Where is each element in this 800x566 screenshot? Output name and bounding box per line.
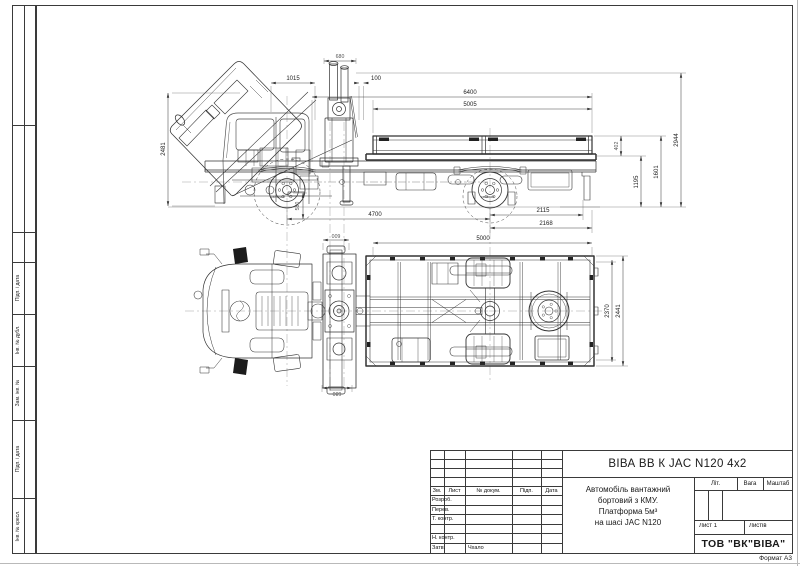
- dim-2944: [674, 73, 681, 207]
- svg-text:680: 680: [335, 54, 345, 60]
- dim-680-bottom: [322, 388, 352, 396]
- projection-lines: [182, 96, 604, 392]
- svg-text:1015: 1015: [286, 76, 300, 82]
- dim-600: [323, 232, 349, 240]
- svg-text:580: 580: [295, 201, 301, 211]
- col-header-sign: Підп.: [520, 487, 533, 494]
- dim-1601: [654, 136, 661, 207]
- svg-text:1601: 1601: [654, 165, 660, 179]
- crane-side: [320, 62, 358, 206]
- row-zatv: Затв.: [432, 545, 446, 551]
- dim-402: [614, 136, 621, 156]
- air-tank-2: [500, 176, 522, 184]
- outrigger-foot-top: [327, 246, 345, 253]
- col-header-list: Лист: [448, 487, 461, 494]
- side-view: [168, 62, 600, 226]
- svg-text:2441: 2441: [616, 304, 622, 318]
- lit-label: Літ.: [710, 480, 721, 487]
- crane-plan: [323, 246, 356, 394]
- document-description: Автомобіль вантажний бортовий з КМУ. Платформа 5м³ на шасі JAC N120: [585, 485, 671, 527]
- svg-text:2370: 2370: [605, 304, 611, 318]
- board-latches: [379, 138, 586, 142]
- svg-text:100: 100: [371, 76, 382, 82]
- dim-1015: [271, 76, 315, 83]
- dim-5000: [373, 236, 592, 243]
- svg-text:5005: 5005: [463, 102, 477, 108]
- mirror-side: [173, 113, 186, 127]
- battery-box-side: [364, 172, 386, 185]
- svg-text:2115: 2115: [536, 208, 550, 214]
- svg-text:6400: 6400: [463, 90, 477, 96]
- dim-2115: [490, 208, 583, 215]
- tire-label-front: 245/70R19.5: [271, 197, 285, 199]
- dim-6400: [312, 90, 592, 97]
- col-header-docnum: № докум.: [476, 487, 501, 494]
- col-header-date: Дата: [545, 487, 558, 494]
- svg-text:2168: 2168: [539, 221, 553, 227]
- dim-5005: [373, 102, 592, 109]
- svg-text:5000: 5000: [476, 236, 490, 242]
- strip-label: Інв. № кресл.: [15, 510, 21, 542]
- sheet-label: Лист 1: [699, 523, 718, 529]
- dim-4700: [287, 212, 490, 219]
- strip-label: Інв. № дубл.: [15, 325, 21, 355]
- svg-text:1195: 1195: [634, 175, 640, 189]
- row-nkontr: Н. контр.: [432, 535, 455, 541]
- svg-text:2481: 2481: [161, 142, 167, 156]
- svg-text:4700: 4700: [368, 212, 382, 218]
- cargo-bed-side: [366, 136, 596, 160]
- col-header-zm: Зм.: [432, 487, 442, 494]
- row-perev: Перев.: [432, 506, 450, 513]
- strip-label: Підп. і дата: [15, 445, 21, 473]
- dim-100: [354, 76, 382, 83]
- svg-text:680: 680: [332, 390, 342, 396]
- dim-680-top: [324, 54, 356, 61]
- company-name: ТОВ "ВК"ВІВА": [701, 538, 786, 550]
- dim-1195: [634, 156, 641, 207]
- svg-text:2944: 2944: [674, 133, 680, 147]
- strip-label: Підп. і дата: [15, 274, 21, 302]
- tire-label-rear: 245/70R19.5: [481, 197, 495, 199]
- underbody-side: [300, 170, 572, 205]
- dim-2441: [616, 256, 623, 366]
- format-label: Формат А3: [759, 555, 792, 562]
- toolbox-plan: [535, 336, 569, 360]
- dim-2370: [605, 260, 612, 362]
- dimensions: [161, 54, 686, 396]
- rear-underrun-bar: [582, 172, 590, 200]
- air-tank-1: [448, 175, 474, 184]
- strip-label: Зам. інв. №: [15, 379, 21, 407]
- dim-2481: [161, 93, 168, 206]
- scale-label: Маштаб: [766, 480, 790, 487]
- row-razrab: Розроб.: [432, 497, 452, 503]
- svg-text:600: 600: [331, 232, 341, 238]
- svg-text:402: 402: [614, 141, 620, 151]
- approver-name: Чхало: [468, 545, 484, 551]
- sheets-label: Листів: [749, 523, 767, 529]
- plan-view: [194, 246, 598, 394]
- extension-lines: [172, 58, 686, 392]
- document-title: ВІВА ВВ К JAC N120 4x2: [608, 457, 747, 470]
- dim-2168: [490, 221, 592, 228]
- mudflap-rear: [508, 192, 515, 205]
- mass-label: Вага: [743, 480, 757, 487]
- row-tkontr: Т. контр.: [432, 516, 454, 522]
- fuel-tank-side: [396, 173, 436, 190]
